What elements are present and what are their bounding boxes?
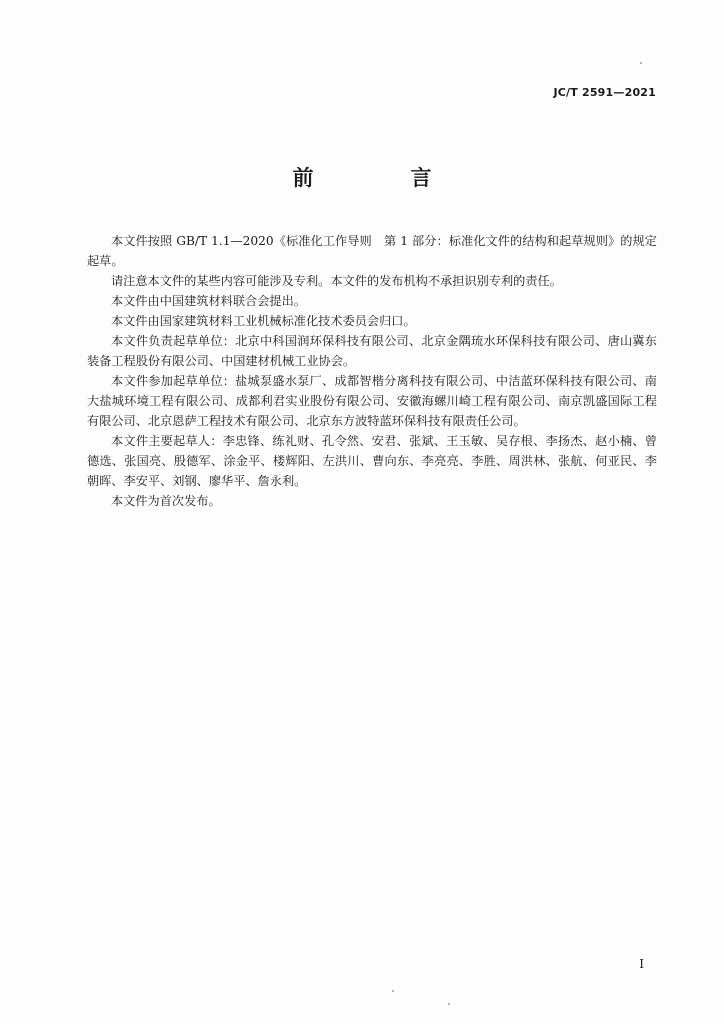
paragraph-participating-drafters: 本文件参加起草单位：盐城泵盛水泵厂、成都智楷分离科技有限公司、中洁蓝环保科技有限公司、南大盐城环境工程有限公司、成都利君实业股份有限公司、安徽海螺川崎工程有限公司、南京凯盛国际工程有限公司、北京恩萨工程技术有限公司、北京东方波特蓝环保科技有限责任公司。 [87,374,657,428]
paragraph-proposer: 本文件由中国建筑材料联合会提出。 [111,294,306,308]
document-body [87,231,657,511]
paragraph-committee: 本文件由国家建筑材料工业机械标准化技术委员会归口。 [111,314,416,328]
standard-code: JC/T 2591—2021 [553,86,656,99]
paragraph-first-release: 本文件为首次发布。 [111,494,221,508]
page-title: 前 言 [292,166,470,190]
paragraph-patent-notice: 请注意本文件的某些内容可能涉及专利。本文件的发布机构不承担识别专利的责任。 [111,274,562,288]
paragraph-drafting-rules: 本文件按照 GB/T 1.1—2020《标准化工作导则 第 1 部分：标准化文件的结构和起草规则》的规定起草。 [87,234,657,268]
paragraph-main-drafters: 本文件主要起草人：李忠锋、练礼财、孔令然、安君、张斌、王玉敏、吴存根、李扬杰、赵小楠、曾德选、张国亮、殷德军、涂金平、楼辉阳、左洪川、曹向东、李亮亮、李胜、周洪林、张航、何亚民、李朝晖、李安平、刘钢、廖华平、詹永利。 [87,434,657,488]
page-number: I [639,957,644,971]
scan-speck [392,990,394,992]
paragraph-lead-drafters: 本文件负责起草单位：北京中科国润环保科技有限公司、北京金隅琉水环保科技有限公司、唐山冀东装备工程股份有限公司、中国建材机械工业协会。 [87,334,657,368]
scan-speck [640,62,642,64]
scan-speck [448,1003,450,1005]
